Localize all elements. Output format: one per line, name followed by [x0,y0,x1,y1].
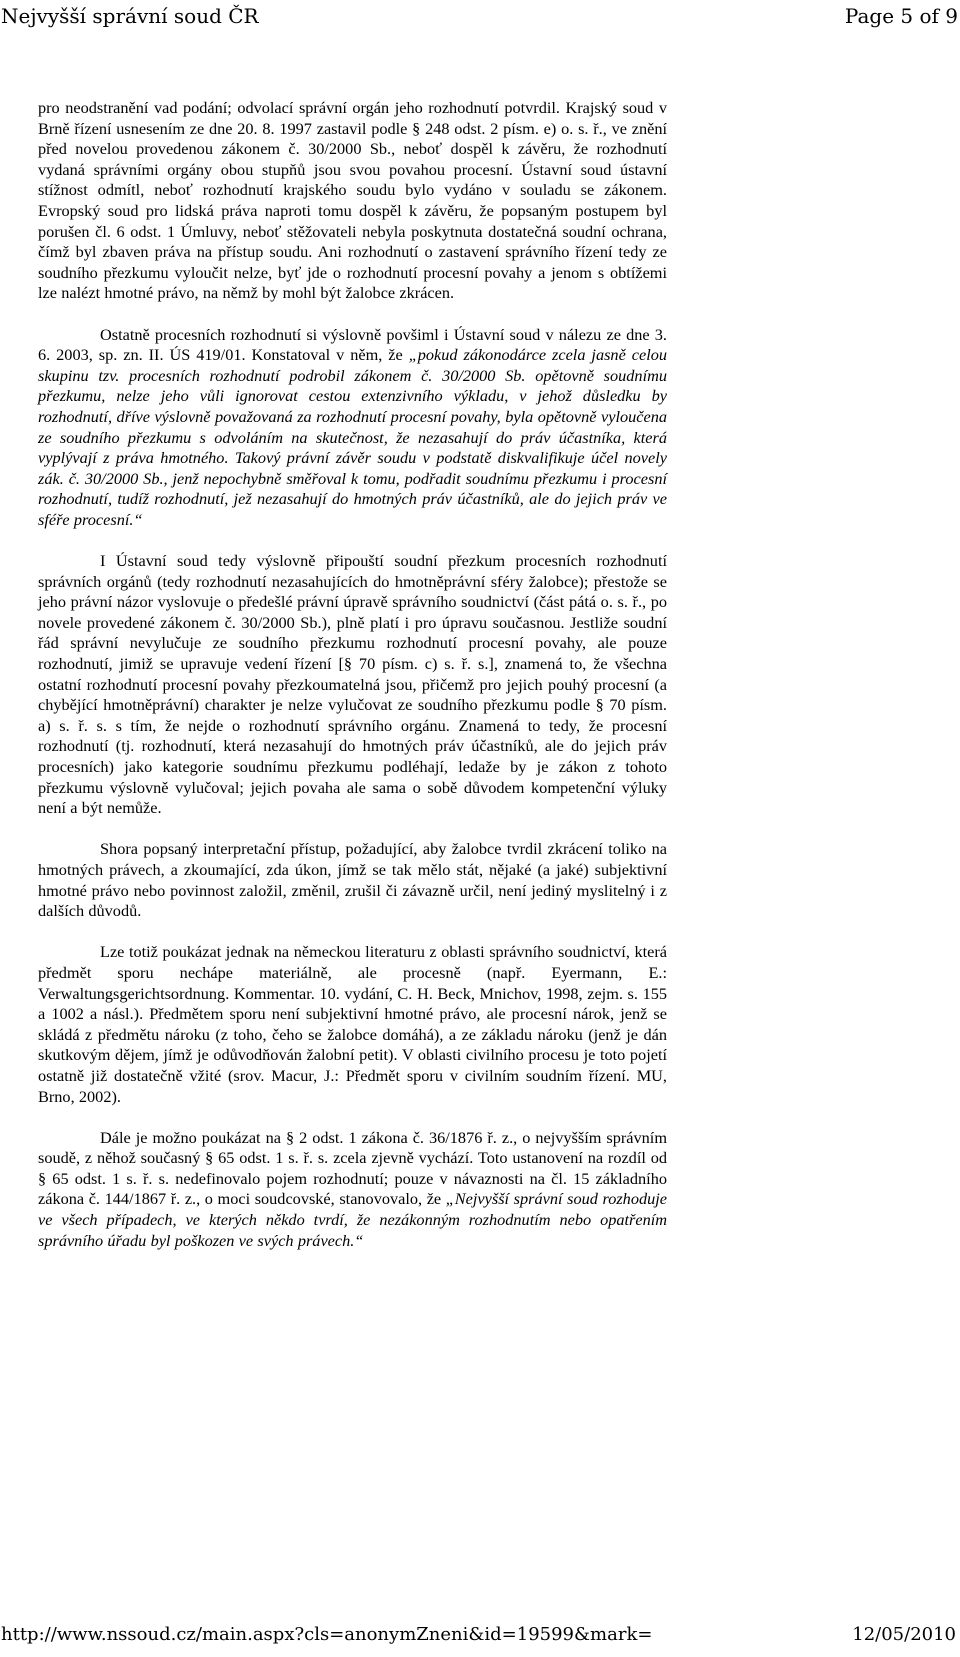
page-title: Nejvyšší správní soud ČR [1,4,259,28]
paragraph-5: Lze totiž poukázat jednak na německou literaturu z oblasti správního soudnictví, která předmět sporu nechápe materiálně, ale procesně (např. Eyermann, E.: Verwaltungsgerichtsordnung. Kommentar. 10. vydání, C. H. Beck, Mnichov, 1998, zejm. s. 155 a 1002 a násl.). Předmětem sporu není subjektivní hmotné právo, ale procesní nárok, jenž se skládá z předmětu nároku (z toho, čeho se žalobce domáhá), a ze základu nároku (jenž je dán skutkovým dějem, jímž je odůvodňován žalobní petit). V oblasti civilního procesu je toto pojetí ostatně již dostatečně vžité (srov. Macur, J.: Předmět sporu v civilním soudním řízení. MU, Brno, 2002). [38,942,667,1106]
paragraph-6-quote: „Nejvyšší správní soud rozhoduje ve všech případech, ve kterých někdo tvrdí, že nezákonným rozhodnutím nebo opatřením správního úřadu byl poškozen ve svých právech.“ [38,1189,667,1250]
document-body [38,98,667,1251]
page-number: Page 5 of 9 [844,4,958,28]
paragraph-3: I Ústavní soud tedy výslovně připouští soudní přezkum procesních rozhodnutí správních orgánů (tedy rozhodnutí nezasahujících do hmotněprávní sféry žalobce); přestože se jeho právní názor vyslovuje o předešlé právní úpravě správního soudnictví (část pátá o. s. ř., po novele provedené zákonem č. 30/2000 Sb.), plně platí i pro úpravu současnou. Jestliže soudní řád správní nevylučuje ze soudního přezkumu rozhodnutí procesní povahy, ale pouze rozhodnutí, jimiž se upravuje vedení řízení [§ 70 písm. c) s. ř. s.], znamená to, že všechna ostatní rozhodnutí procesní povahy přezkoumatelná jsou, přičemž pro jejich pouhý procesní (a chybějící hmotněprávní) charakter je nelze vylučovat ze soudního přezkumu podle § 70 písm. a) s. ř. s. s tím, že nejde o rozhodnutí správního orgánu. Znamená to tedy, že procesní rozhodnutí (tj. rozhodnutí, která nezasahují do hmotných práv účastníků, ale do jejich práv procesních) jako kategorie soudnímu přezkumu podléhají, ledaže by je zákon z tohoto přezkumu výslovně vylučoval; jejich povaha ale sama o sobě důvodem kompetenční výluky není a být nemůže. [38,551,667,818]
paragraph-6-intro: Dále je možno poukázat na § 2 odst. 1 zákona č. 36/1876 ř. z., o nejvyšším správním soudě, z něhož současný § 65 odst. 1 s. ř. s. zcela zjevně vychází. Toto ustanovení na rozdíl od § 65 odst. 1 s. ř. s. nedefinovalo pojem rozhodnutí; pouze v návaznosti na čl. 15 základního zákona č. 144/1867 ř. z., o moci soudcovské, stanovovalo, že [38,1127,667,1209]
paragraph-6 [38,1128,667,1252]
paragraph-2-intro: Ostatně procesních rozhodnutí si výslovně povšiml i Ústavní soud v nálezu ze dne 3. 6. 2003, sp. zn. II. ÚS 419/01. Konstatoval v něm, že [38,324,667,365]
paragraph-2 [38,325,667,531]
paragraph-1: pro neodstranění vad podání; odvolací správní orgán jeho rozhodnutí potvrdil. Krajský soud v Brně řízení usnesením ze dne 20. 8. 1997 zastavil podle § 248 odst. 2 písm. e) o. s. ř., ve znění před novelou provedenou zákonem č. 30/2000 Sb., neboť dospěl k závěru, že rozhodnutí vydaná správními orgány obou stupňů jsou svou povahou procesní. Ústavní soud ústavní stížnost odmítl, neboť rozhodnutí krajského soudu bylo vydáno v souladu se zákonem. Evropský soud pro lidská práva naproti tomu dospěl k závěru, že popsaným postupem byl porušen čl. 6 odst. 1 Úmluvy, neboť stěžovateli nebyla poskytnuta dostatečná soudní ochrana, čímž byl zbaven práva na přístup soudu. Ani rozhodnutí o zastavení správního řízení tedy ze soudního přezkumu vyloučit nelze, byť jde o rozhodnutí procesní povahy a jenom s obtížemi lze nalézt hmotné právo, na němž by mohl být žalobce zkrácen. [38,98,667,303]
print-date: 12/05/2010 [852,1624,956,1645]
paragraph-2-quote: „pokud zákonodárce zcela jasně celou skupinu tzv. procesních rozhodnutí podrobil zákonem č. 30/2000 Sb. opětovně soudnímu přezkumu, nelze jeho vůli ignorovat cestou extenzivního výkladu, v jehož důsledku by rozhodnutí, dříve výslovně považovaná za rozhodnutí procesní povahy, byla opětovně vyloučena ze soudního přezkumu s odvoláním na skutečnost, že nezasahují do práv účastníka, která vyplývají z práva hmotného. Takový právní závěr soudu v podstatě diskvalifikuje účel novely zák. č. 30/2000 Sb., jenž nepochybně směřoval k tomu, podřadit soudnímu přezkumu i procesní rozhodnutí, tudíž rozhodnutí, jež nezasahují do hmotných práv účastníků, ale do jejich práv ve sféře procesní.“ [38,345,668,529]
page-header [0,2,960,34]
source-url: http://www.nssoud.cz/main.aspx?cls=anonymZneni&id=19599&mark= [1,1624,653,1645]
paragraph-4: Shora popsaný interpretační přístup, požadující, aby žalobce tvrdil zkrácení toliko na hmotných právech, a zkoumající, zda úkon, jímž se tak mělo stát, nějaké (a jaké) subjektivní hmotné právo nebo povinnost založil, změnil, zrušil či závazně určil, není jediný myslitelný i z dalších důvodů. [38,839,667,921]
page-footer [0,1620,960,1650]
